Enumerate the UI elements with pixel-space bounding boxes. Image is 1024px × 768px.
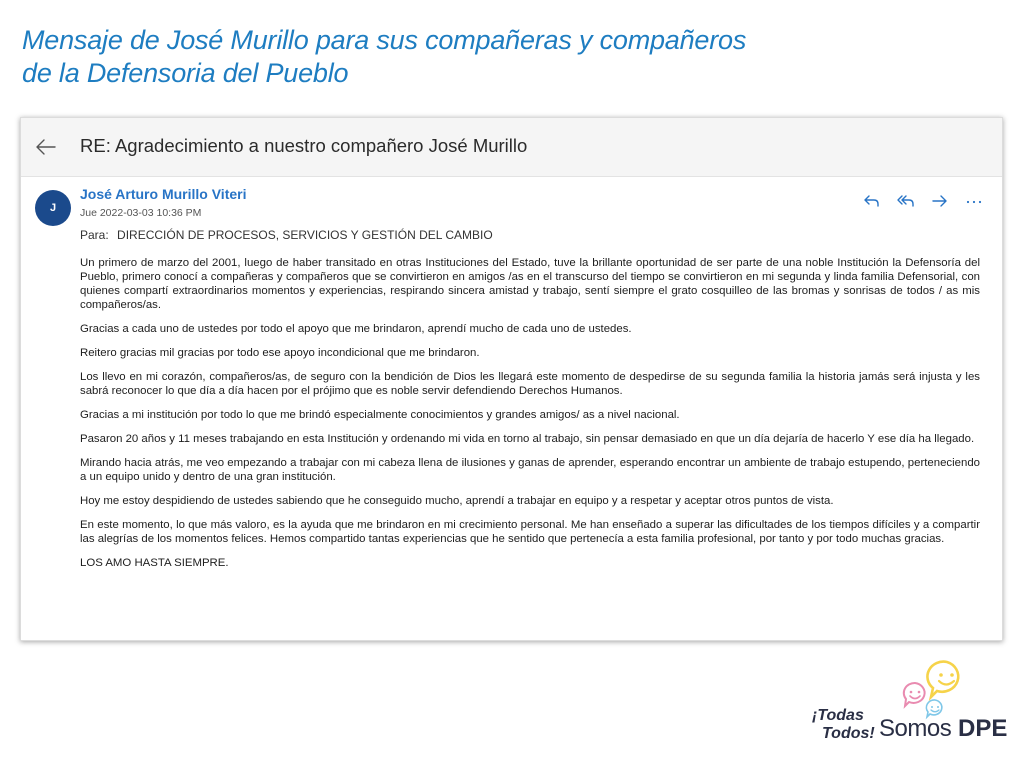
- sent-date: Jue 2022-03-03 10:36 PM: [80, 207, 202, 219]
- body-paragraph: Gracias a cada uno de ustedes por todo el apoyo que me brindaron, aprendí mucho de cada uno de ustedes.: [80, 323, 632, 335]
- body-paragraph: Un primero de marzo del 2001, luego de haber transitado en otras Instituciones del Estado, tuve la brillante oportunidad de ser parte de una noble Institución la Defensoría del Pueblo, primero conocí a compañeras y compañeros que se convirtieron en amigos /as en el transcurso del tiempo se convirtieron en mi segunda y linda familia Defensorial, con quienes compartí extraordinarios momentos y experiencias, respirando sincera amistad y trabajo, sentí siempre el grato cosquilleo de las bromas y sonrisas de todos / as mis compañeros/as.: [80, 257, 980, 311]
- logo-text-somos: Somos: [879, 715, 952, 742]
- slide-title-line-2: de la Defensoria del Pueblo: [22, 58, 349, 88]
- email-body: [80, 256, 980, 580]
- avatar: J: [35, 190, 71, 226]
- email-reading-pane: [20, 117, 1003, 641]
- body-paragraph: En este momento, lo que más valoro, es la ayuda que me brindaron en mi crecimiento personal. Me han enseñado a superar las dificultades de los tiempos difíciles y a compartir las alegrías de los momentos felices. Hemos compartido tantas experiencias que he sentido que pertenecía a esta familia profesional, por tanto y por todo muchas gracias.: [80, 519, 980, 545]
- email-subject: RE: Agradecimiento a nuestro compañero José Murillo: [80, 135, 528, 156]
- body-paragraph: LOS AMO HASTA SIEMPRE.: [80, 557, 229, 569]
- slide-title: [22, 24, 746, 90]
- body-paragraph: Gracias a mi institución por todo lo que me brindó especialmente conocimientos y grandes amigos/ as a nivel nacional.: [80, 409, 680, 421]
- to-label: Para:: [80, 228, 109, 242]
- arrow-left-icon: [34, 135, 58, 159]
- back-button[interactable]: [34, 135, 58, 159]
- smiley-bubble-icon: [925, 658, 969, 702]
- recipient-line: [80, 228, 493, 242]
- message-actions: [862, 192, 984, 210]
- logo-text-dpe: DPE: [958, 715, 1008, 742]
- body-paragraph: Hoy me estoy despidiendo de ustedes sabiendo que he conseguido mucho, aprendí a trabajar en equipo y a respetar y aceptar otros puntos de vista.: [80, 495, 834, 507]
- forward-button[interactable]: [930, 192, 950, 210]
- reply-icon: [863, 193, 881, 209]
- body-paragraph: Reitero gracias mil gracias por todo ese apoyo incondicional que me brindaron.: [80, 347, 480, 359]
- body-paragraph: Los llevo en mi corazón, compañeros/as, de seguro con la bendición de Dios les llegará este momento de despedirse de su segunda familia la historia jamás será injusta y les sabrá reconocer lo que día a día hacen por el prójimo que es noble servir defendiendo Derechos Humanos.: [80, 371, 980, 397]
- slide-title-line-1: Mensaje de José Murillo para sus compañeras y compañeros: [22, 25, 747, 55]
- more-icon: [965, 193, 983, 209]
- reply-button[interactable]: [862, 192, 882, 210]
- reply-all-button[interactable]: [896, 192, 916, 210]
- somos-dpe-logo: [812, 658, 1012, 748]
- logo-text-todos: Todos!: [822, 725, 875, 742]
- sender-name[interactable]: José Arturo Murillo Viteri: [80, 186, 247, 202]
- forward-icon: [931, 193, 949, 209]
- body-paragraph: Pasaron 20 años y 11 meses trabajando en esta Institución y ordenando mi vida en torno al trabajo, sin pensar demasiado en que un día dejaría de hacerlo Y ese día ha llegado.: [80, 433, 975, 445]
- reply-all-icon: [897, 193, 915, 209]
- email-header: [21, 118, 1002, 177]
- logo-text-todas: ¡Todas: [812, 707, 864, 724]
- to-recipient[interactable]: DIRECCIÓN DE PROCESOS, SERVICIOS Y GESTIÓN DEL CAMBIO: [117, 228, 493, 242]
- more-actions-button[interactable]: [964, 192, 984, 210]
- body-paragraph: Mirando hacia atrás, me veo empezando a trabajar con mi cabeza llena de ilusiones y ganas de aprender, esperando encontrar un ambiente de trabajo estupendo, perteneciendo a un equipo unido y dentro de una gran institución.: [80, 457, 980, 483]
